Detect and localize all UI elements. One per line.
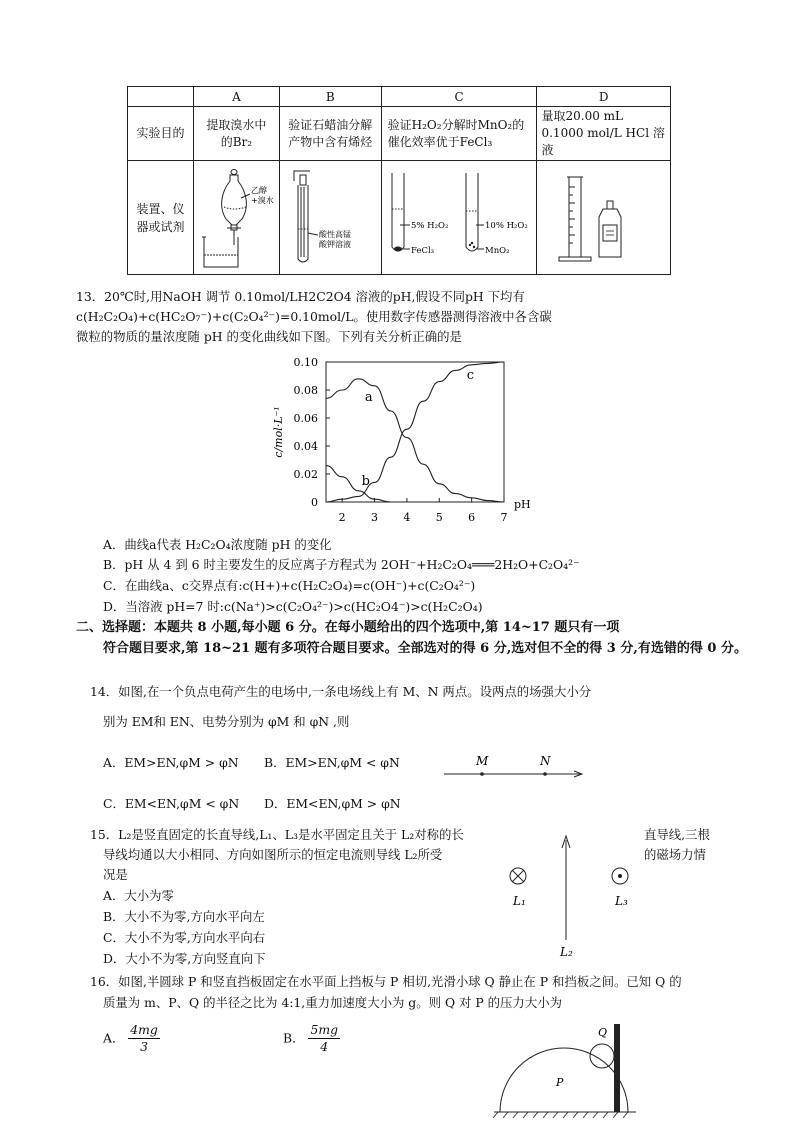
y-tick-label: 0.02 bbox=[293, 468, 318, 481]
q14-option-a: A．EM>EN,φM > φN bbox=[103, 755, 239, 770]
separatory-funnel-icon bbox=[194, 161, 278, 271]
q15-option-a: A．大小为零 bbox=[103, 888, 174, 903]
x-tick-label: 6 bbox=[468, 511, 476, 524]
q15-option-c: C．大小不为零,方向水平向右 bbox=[103, 930, 266, 945]
y-tick-label: 0.06 bbox=[293, 412, 318, 425]
label-m: M bbox=[476, 754, 489, 768]
y-tick-label: 0 bbox=[311, 496, 318, 509]
q14-line-2: 别为 EM和 EN、电势分别为 φM 和 φN ,则 bbox=[103, 714, 350, 729]
q14-option-d: D．EM<EN,φM > φN bbox=[264, 796, 401, 811]
purpose-a: 提取溴水中的Br₂ bbox=[194, 107, 280, 161]
apparatus-b bbox=[279, 161, 381, 275]
current-out-icon bbox=[612, 868, 628, 884]
chart-frame bbox=[326, 362, 504, 502]
graduated-cylinder-icon bbox=[539, 161, 669, 271]
y-tick-label: 0.08 bbox=[293, 384, 318, 397]
q16-option-a bbox=[103, 1022, 160, 1055]
section2-heading-2: 符合题目要求,第 18~21 题有多项符合题目要求。全部选对的得 6 分,选对但不全的得 3 分,有选错的得 0 分。 bbox=[103, 641, 747, 656]
label-h2o2-5: 5% H₂O₂ bbox=[411, 221, 449, 231]
col-header-a: A bbox=[194, 87, 280, 107]
q16-option-b-den: 4 bbox=[320, 1039, 329, 1054]
label-p: P bbox=[556, 1076, 564, 1089]
q16-option-a-num: 4mg bbox=[130, 1022, 158, 1037]
label-l2: L₂ bbox=[560, 945, 573, 959]
label-kmno4-2: 酸钾溶液 bbox=[319, 240, 352, 249]
q13-option-b: B．pH 从 4 到 6 时主要发生的反应离子方程式为 2OH⁻+H₂C₂O₄═══2H₂O+C₂O₄²⁻ bbox=[103, 557, 580, 572]
x-tick-label: 3 bbox=[371, 511, 379, 524]
label-fecl3: FeCl₃ bbox=[411, 246, 435, 256]
chart-curves bbox=[326, 362, 504, 502]
q15-right-2: 的磁场力情 bbox=[644, 847, 706, 862]
row-label-purpose: 实验目的 bbox=[128, 107, 194, 161]
purpose-c: 验证H₂O₂分解时MnO₂的催化效率优于FeCl₃ bbox=[381, 107, 537, 161]
plot-frame bbox=[326, 362, 504, 502]
q16-option-b-label: B． bbox=[283, 1030, 305, 1046]
chart-labels bbox=[362, 368, 474, 489]
curve-label-c: c bbox=[466, 367, 475, 383]
row-label-apparatus: 装置、仪器或试剂 bbox=[128, 161, 194, 275]
q15-option-d: D．大小不为零,方向竖直向下 bbox=[103, 951, 266, 966]
section2-heading: 二、选择题：本题共 8 小题,每小题 6 分。在每小题给出的四个选项中,第 14~17 题只有一项 bbox=[76, 620, 620, 635]
q16-option-a-fraction bbox=[128, 1022, 160, 1055]
q16-option-b-fraction bbox=[308, 1022, 340, 1055]
q13-option-d: D．当溶液 pH=7 时:c(Na⁺)>c(C₂O₄²⁻)>c(HC₂O4⁻)>c(H₂C₂O₄) bbox=[103, 599, 483, 614]
field-line-diagram bbox=[440, 750, 590, 780]
apparatus-a bbox=[194, 161, 280, 275]
y-tick-label: 0.04 bbox=[293, 440, 318, 453]
label-l3: L₃ bbox=[615, 894, 628, 908]
current-into-icon bbox=[510, 868, 526, 884]
q13-line-3: 微粒的物质的量浓度随 pH 的变化曲线如下图。下列有关分析正确的是 bbox=[76, 329, 462, 344]
q15-option-b: B．大小不为零,方向水平向左 bbox=[103, 909, 265, 924]
label-h2o2-10: 10% H₂O₂ bbox=[485, 221, 528, 231]
q13-line-1: 13．20℃时,用NaOH 调节 0.10mol/LH2C2O4 溶液的pH,假设不同pH 下均有 bbox=[76, 289, 525, 304]
concentration-chart bbox=[268, 352, 531, 532]
x-axis-label: pH bbox=[514, 498, 531, 511]
y-axis-label: c/mol·L⁻¹ bbox=[272, 406, 285, 458]
q14-line-1: 14．如图,在一个负点电荷产生的电场中,一条电场线上有 M、N 两点。设两点的场强大小分 bbox=[90, 684, 592, 699]
x-tick-label: 4 bbox=[403, 511, 411, 524]
label-mno2: MnO₂ bbox=[485, 246, 510, 256]
chart-ticks bbox=[272, 356, 531, 524]
table-corner bbox=[128, 87, 194, 107]
q13-option-a: A．曲线a代表 H₂C₂O₄浓度随 pH 的变化 bbox=[103, 537, 332, 552]
q16-option-a-label: A． bbox=[103, 1030, 125, 1046]
label-q: Q bbox=[598, 1026, 608, 1039]
curve-label-a: a bbox=[364, 390, 373, 406]
wires-diagram bbox=[500, 830, 640, 962]
q15-right-1: 直导线,三根 bbox=[644, 827, 710, 842]
col-header-d: D bbox=[537, 87, 671, 107]
col-header-c: C bbox=[381, 87, 537, 107]
x-tick-label: 5 bbox=[435, 511, 443, 524]
q14-option-b: B．EM>EN,φM < φN bbox=[264, 755, 400, 770]
label-ethanol: 乙醇 bbox=[251, 186, 268, 195]
q16-option-a-den: 3 bbox=[140, 1039, 149, 1054]
q16-option-b bbox=[283, 1022, 340, 1055]
purpose-d: 量取20.00 mL 0.1000 mol/L HCl 溶液 bbox=[537, 107, 671, 161]
q14-option-c: C．EM<EN,φM < φN bbox=[103, 796, 240, 811]
h2o2-tubes-icon bbox=[382, 161, 536, 271]
q15-line-2: 导线均通以大小相同、方向如图所示的恒定电流则导线 L₂所受 bbox=[103, 847, 443, 862]
col-header-b: B bbox=[279, 87, 381, 107]
q16-option-b-num: 5mg bbox=[310, 1022, 339, 1037]
curve-label-b: b bbox=[361, 474, 370, 490]
label-kmno4-1: 酸性高锰 bbox=[319, 230, 352, 239]
test-tube-icon bbox=[280, 161, 380, 271]
purpose-b: 验证石蜡油分解产物中含有烯烃 bbox=[279, 107, 381, 161]
y-tick-label: 0.10 bbox=[293, 356, 318, 369]
q16-line-1: 16．如图,半圆球 P 和竖直挡板固定在水平面上挡板与 P 相切,光滑小球 Q 静止在 P 和挡板之间。已知 Q 的 bbox=[90, 974, 682, 989]
label-l1: L₁ bbox=[513, 894, 526, 908]
series-c-line bbox=[326, 362, 504, 502]
x-tick-label: 2 bbox=[338, 511, 346, 524]
experiment-table bbox=[127, 86, 671, 275]
apparatus-d bbox=[537, 161, 671, 275]
q16-line-2: 质量为 m、P、Q 的半径之比为 4:1,重力加速度大小为 g。则 Q 对 P 的压力大小为 bbox=[103, 995, 562, 1010]
hemisphere-diagram bbox=[490, 1020, 640, 1120]
apparatus-c bbox=[381, 161, 537, 275]
q15-line-1: 15．L₂是竖直固定的长直导线,L₁、L₃是水平固定且关于 L₂对称的长 bbox=[90, 827, 464, 842]
q13-line-2: c(H₂C₂O₄)+c(HC₂O₇⁻)+c(C₂O₄²⁻)=0.10mol/L。使用数字传感器测得溶液中各含碳 bbox=[76, 309, 552, 324]
series-a-line bbox=[326, 379, 504, 502]
q13-option-c: C．在曲线a、c交界点有:c(H+)+c(H₂C₂O₄)=c(OH⁻)+c(C₂O₄²⁻) bbox=[103, 578, 476, 593]
x-tick-label: 7 bbox=[500, 511, 508, 524]
q15-line-3: 况是 bbox=[103, 867, 128, 882]
label-n: N bbox=[540, 754, 551, 768]
label-bromine-water: +溴水 bbox=[251, 196, 275, 205]
